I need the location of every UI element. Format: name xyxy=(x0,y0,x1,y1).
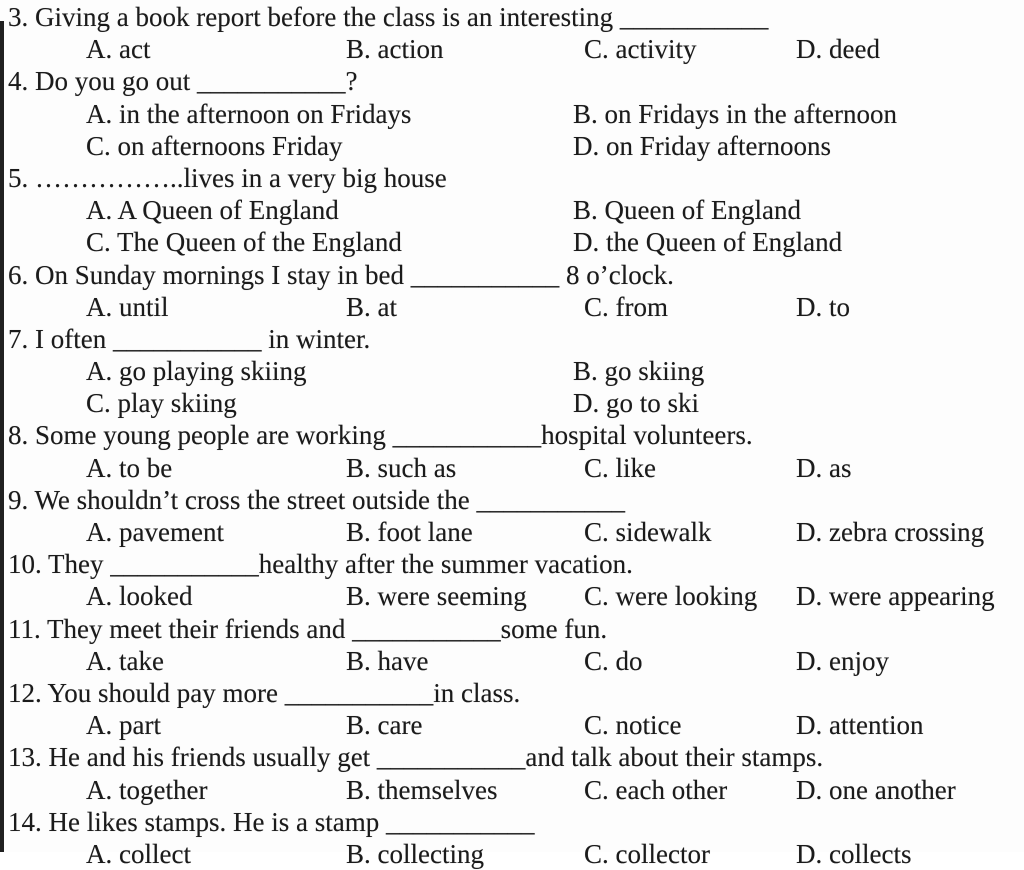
options-row xyxy=(8,838,1024,870)
options-row xyxy=(8,291,1024,323)
option-a: A. A Queen of England xyxy=(86,195,339,226)
question-line-8 xyxy=(8,419,1024,451)
question-number: 5. xyxy=(8,162,29,193)
question-stem: They meet their friends and ___________some fun. xyxy=(47,613,608,644)
question-line-12 xyxy=(8,677,1024,709)
option-b: B. were seeming xyxy=(346,581,527,612)
options-row xyxy=(8,33,1024,65)
question-number: 6. xyxy=(8,259,29,290)
question-line-6 xyxy=(8,259,1024,291)
option-b: B. themselves xyxy=(346,774,498,805)
quiz-body xyxy=(8,1,1024,870)
option-a: A. take xyxy=(86,645,164,676)
option-b: B. collecting xyxy=(346,838,484,869)
option-a: A. pavement xyxy=(86,517,224,547)
question-line-13 xyxy=(8,741,1024,773)
options-row xyxy=(8,645,1024,677)
option-c: C. like xyxy=(584,452,656,483)
question-number: 9. xyxy=(8,484,29,515)
option-c: C. collector xyxy=(584,838,710,869)
question-number: 3. xyxy=(8,2,29,32)
option-c: C. were looking xyxy=(584,581,758,612)
option-c: C. play skiing xyxy=(86,388,237,419)
option-c: C. The Queen of the England xyxy=(86,227,402,258)
options-row xyxy=(8,452,1024,484)
option-d: D. on Friday afternoons xyxy=(573,130,831,161)
option-d: D. go to ski xyxy=(573,388,700,419)
option-d: D. as xyxy=(796,452,852,483)
question-stem: He likes stamps. He is a stamp ___________ xyxy=(48,806,535,837)
question-line-7 xyxy=(8,323,1024,355)
option-a: A. act xyxy=(86,34,151,65)
question-line-5 xyxy=(8,162,1024,194)
option-d: D. enjoy xyxy=(796,645,889,676)
option-a: A. go playing skiing xyxy=(86,356,307,387)
question-stem: You should pay more ___________in class. xyxy=(47,677,521,708)
question-stem: They ___________healthy after the summer vacation. xyxy=(48,549,633,580)
option-d: D. collects xyxy=(796,838,912,869)
question-number: 11. xyxy=(8,613,41,644)
question-number: 10. xyxy=(8,549,42,580)
options-row xyxy=(8,130,1024,162)
option-b: B. such as xyxy=(346,452,457,483)
question-line-3 xyxy=(8,1,1024,33)
option-b: B. go skiing xyxy=(573,356,705,387)
question-line-10 xyxy=(8,548,1024,580)
option-c: C. notice xyxy=(584,710,682,741)
question-stem: He and his friends usually get ___________and talk about their stamps. xyxy=(48,742,824,773)
question-line-11 xyxy=(8,613,1024,645)
question-stem: Some young people are working ___________hospital volunteers. xyxy=(35,420,753,451)
option-a: A. to be xyxy=(86,452,173,483)
option-d: D. were appearing xyxy=(796,581,995,612)
option-a: A. in the afternoon on Fridays xyxy=(86,98,412,129)
question-line-4 xyxy=(8,65,1024,97)
option-c: C. each other xyxy=(584,774,728,805)
options-row xyxy=(8,387,1024,419)
options-row xyxy=(8,226,1024,258)
question-stem: We shouldn’t cross the street outside the ___________ xyxy=(34,484,626,515)
options-row xyxy=(8,774,1024,806)
option-d: D. to xyxy=(796,291,850,322)
option-b: B. Queen of England xyxy=(573,195,801,226)
options-row xyxy=(8,194,1024,226)
option-d: D. zebra crossing xyxy=(796,517,985,547)
question-number: 4. xyxy=(8,66,29,97)
option-b: B. care xyxy=(346,710,423,741)
question-number: 14. xyxy=(8,806,42,837)
option-d: D. one another xyxy=(796,774,956,805)
option-d: D. deed xyxy=(796,34,880,65)
option-a: A. together xyxy=(86,774,208,805)
option-b: B. foot lane xyxy=(346,517,473,547)
option-d: D. attention xyxy=(796,710,924,741)
question-number: 12. xyxy=(8,677,42,708)
options-row xyxy=(8,98,1024,130)
option-d: D. the Queen of England xyxy=(573,227,843,258)
option-c: C. from xyxy=(584,291,668,322)
question-number: 13. xyxy=(8,742,42,773)
options-row xyxy=(8,516,1024,548)
option-c: C. do xyxy=(584,645,643,676)
option-a: A. looked xyxy=(86,581,193,612)
option-c: C. activity xyxy=(584,34,697,65)
options-row xyxy=(8,580,1024,612)
options-row xyxy=(8,709,1024,741)
options-row xyxy=(8,355,1024,387)
question-stem: Do you go out ___________? xyxy=(35,66,358,97)
question-stem: On Sunday mornings I stay in bed ___________ 8 o’clock. xyxy=(35,259,674,290)
question-stem: ……………..lives in a very big house xyxy=(35,162,447,193)
question-number: 8. xyxy=(8,420,29,451)
left-table-border xyxy=(0,21,4,852)
option-b: B. at xyxy=(346,291,397,322)
option-c: C. on afternoons Friday xyxy=(86,130,343,161)
question-stem: I often ___________ in winter. xyxy=(35,323,371,354)
option-a: A. collect xyxy=(86,838,191,869)
option-b: B. action xyxy=(346,34,444,65)
question-line-14 xyxy=(8,806,1024,838)
question-number: 7. xyxy=(8,323,29,354)
question-line-9 xyxy=(8,484,1024,516)
option-c: C. sidewalk xyxy=(584,517,712,547)
question-stem: Giving a book report before the class is an interesting ___________ xyxy=(35,2,769,32)
option-b: B. have xyxy=(346,645,429,676)
option-a: A. part xyxy=(86,710,161,741)
option-a: A. until xyxy=(86,291,169,322)
option-b: B. on Fridays in the afternoon xyxy=(573,98,897,129)
